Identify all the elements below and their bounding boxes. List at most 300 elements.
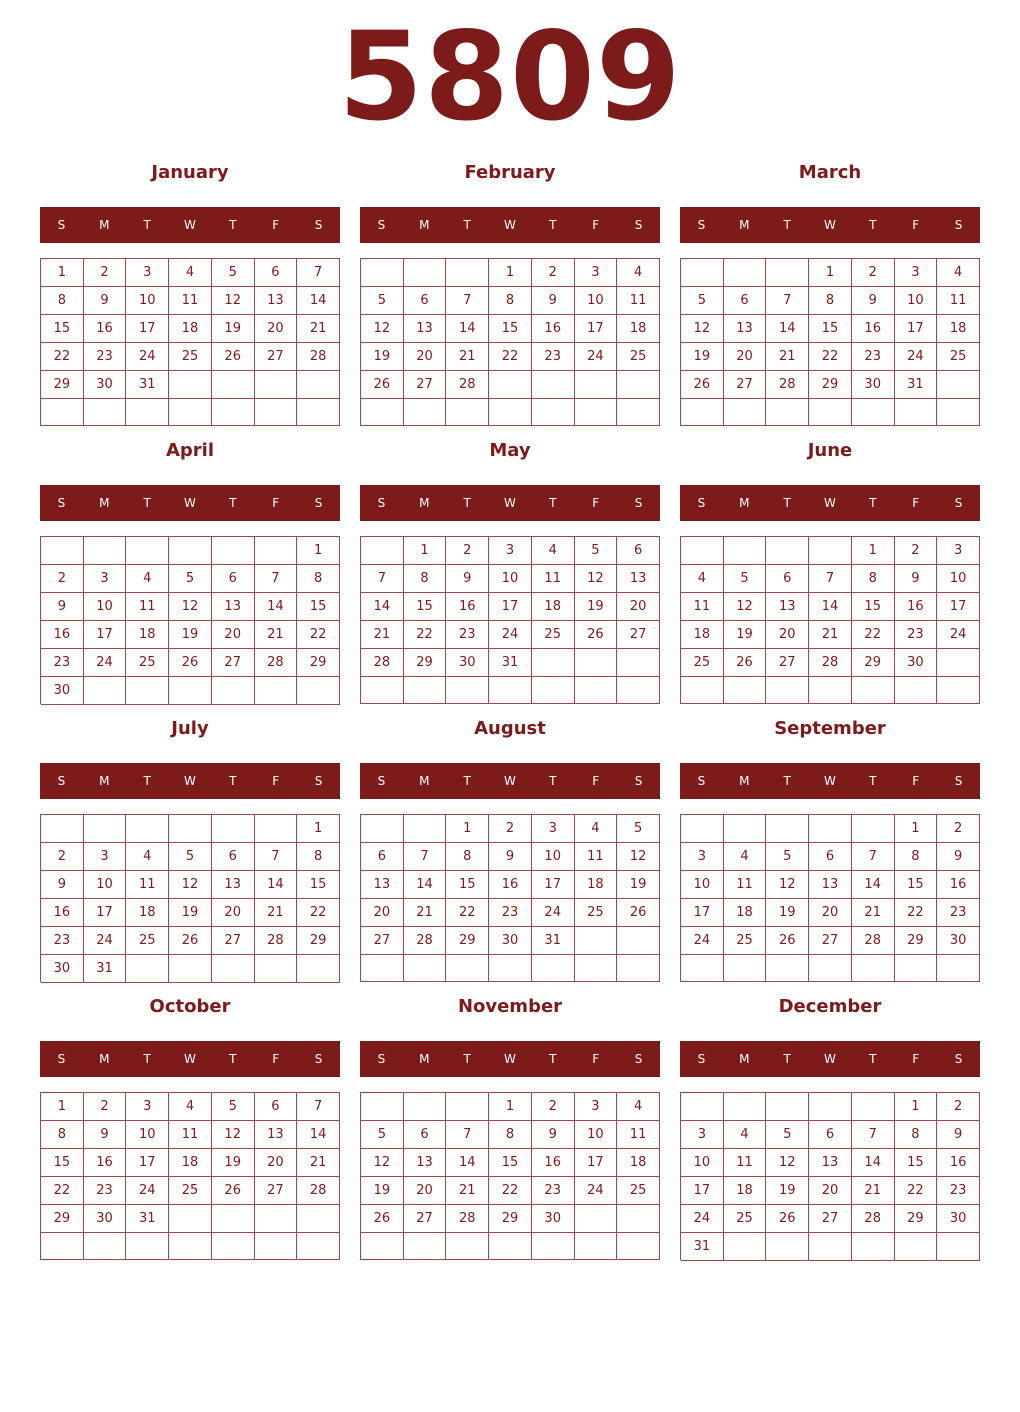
day-cell[interactable]: 7 [404, 843, 447, 871]
day-cell[interactable]: 8 [489, 287, 532, 315]
day-cell[interactable]: 23 [852, 343, 895, 371]
day-cell[interactable]: 20 [212, 899, 255, 927]
day-cell[interactable]: 28 [297, 1177, 340, 1205]
day-cell[interactable]: 17 [84, 621, 127, 649]
day-cell[interactable]: 21 [446, 343, 489, 371]
day-cell[interactable]: 14 [809, 593, 852, 621]
day-cell[interactable]: 27 [255, 1177, 298, 1205]
day-cell[interactable]: 18 [575, 871, 618, 899]
day-cell[interactable]: 23 [937, 1177, 980, 1205]
day-cell[interactable]: 5 [617, 815, 660, 843]
day-cell[interactable]: 11 [937, 287, 980, 315]
day-cell[interactable]: 17 [84, 899, 127, 927]
day-cell[interactable]: 30 [532, 1205, 575, 1233]
day-cell[interactable]: 10 [681, 871, 724, 899]
day-cell[interactable]: 19 [361, 343, 404, 371]
day-cell[interactable]: 20 [724, 343, 767, 371]
day-cell[interactable]: 13 [809, 871, 852, 899]
day-cell[interactable]: 4 [575, 815, 618, 843]
day-cell[interactable]: 13 [361, 871, 404, 899]
day-cell[interactable]: 1 [489, 1093, 532, 1121]
day-cell[interactable]: 21 [255, 899, 298, 927]
day-cell[interactable]: 24 [126, 1177, 169, 1205]
day-cell[interactable]: 31 [532, 927, 575, 955]
day-cell[interactable]: 9 [852, 287, 895, 315]
day-cell[interactable]: 24 [575, 1177, 618, 1205]
day-cell[interactable]: 9 [41, 593, 84, 621]
day-cell[interactable]: 12 [212, 1121, 255, 1149]
day-cell[interactable]: 10 [895, 287, 938, 315]
day-cell[interactable]: 30 [489, 927, 532, 955]
day-cell[interactable]: 27 [212, 927, 255, 955]
day-cell[interactable]: 5 [766, 1121, 809, 1149]
day-cell[interactable]: 1 [297, 815, 340, 843]
day-cell[interactable]: 27 [724, 371, 767, 399]
day-cell[interactable]: 29 [297, 927, 340, 955]
day-cell[interactable]: 12 [766, 1149, 809, 1177]
day-cell[interactable]: 8 [404, 565, 447, 593]
day-cell[interactable]: 16 [937, 1149, 980, 1177]
day-cell[interactable]: 12 [169, 593, 212, 621]
day-cell[interactable]: 15 [489, 1149, 532, 1177]
day-cell[interactable]: 27 [617, 621, 660, 649]
day-cell[interactable]: 16 [532, 315, 575, 343]
day-cell[interactable]: 2 [852, 259, 895, 287]
day-cell[interactable]: 19 [575, 593, 618, 621]
day-cell[interactable]: 23 [41, 649, 84, 677]
day-cell[interactable]: 18 [617, 315, 660, 343]
day-cell[interactable]: 21 [852, 1177, 895, 1205]
day-cell[interactable]: 19 [169, 621, 212, 649]
day-cell[interactable]: 16 [937, 871, 980, 899]
day-cell[interactable]: 9 [532, 1121, 575, 1149]
day-cell[interactable]: 20 [255, 1149, 298, 1177]
day-cell[interactable]: 8 [895, 843, 938, 871]
day-cell[interactable]: 11 [724, 871, 767, 899]
day-cell[interactable]: 12 [766, 871, 809, 899]
day-cell[interactable]: 14 [852, 1149, 895, 1177]
day-cell[interactable]: 5 [169, 565, 212, 593]
day-cell[interactable]: 22 [489, 1177, 532, 1205]
day-cell[interactable]: 7 [255, 565, 298, 593]
day-cell[interactable]: 5 [212, 1093, 255, 1121]
day-cell[interactable]: 11 [126, 871, 169, 899]
day-cell[interactable]: 18 [126, 899, 169, 927]
day-cell[interactable]: 8 [41, 287, 84, 315]
day-cell[interactable]: 1 [852, 537, 895, 565]
day-cell[interactable]: 20 [361, 899, 404, 927]
day-cell[interactable]: 6 [766, 565, 809, 593]
day-cell[interactable]: 31 [126, 1205, 169, 1233]
day-cell[interactable]: 16 [41, 621, 84, 649]
day-cell[interactable]: 2 [489, 815, 532, 843]
day-cell[interactable]: 19 [212, 315, 255, 343]
day-cell[interactable]: 6 [212, 843, 255, 871]
day-cell[interactable]: 7 [297, 1093, 340, 1121]
day-cell[interactable]: 28 [809, 649, 852, 677]
day-cell[interactable]: 7 [766, 287, 809, 315]
day-cell[interactable]: 16 [852, 315, 895, 343]
day-cell[interactable]: 8 [297, 843, 340, 871]
day-cell[interactable]: 18 [126, 621, 169, 649]
day-cell[interactable]: 24 [84, 927, 127, 955]
day-cell[interactable]: 4 [126, 565, 169, 593]
day-cell[interactable]: 19 [681, 343, 724, 371]
day-cell[interactable]: 13 [255, 287, 298, 315]
day-cell[interactable]: 8 [446, 843, 489, 871]
day-cell[interactable]: 19 [766, 899, 809, 927]
day-cell[interactable]: 2 [41, 843, 84, 871]
day-cell[interactable]: 26 [361, 1205, 404, 1233]
day-cell[interactable]: 28 [255, 927, 298, 955]
day-cell[interactable]: 10 [681, 1149, 724, 1177]
day-cell[interactable]: 28 [255, 649, 298, 677]
day-cell[interactable]: 5 [724, 565, 767, 593]
day-cell[interactable]: 25 [937, 343, 980, 371]
day-cell[interactable]: 14 [446, 315, 489, 343]
day-cell[interactable]: 1 [489, 259, 532, 287]
day-cell[interactable]: 2 [937, 815, 980, 843]
day-cell[interactable]: 2 [84, 259, 127, 287]
day-cell[interactable]: 12 [575, 565, 618, 593]
day-cell[interactable]: 16 [446, 593, 489, 621]
day-cell[interactable]: 4 [617, 1093, 660, 1121]
day-cell[interactable]: 28 [852, 927, 895, 955]
day-cell[interactable]: 13 [212, 593, 255, 621]
day-cell[interactable]: 6 [404, 287, 447, 315]
day-cell[interactable]: 23 [41, 927, 84, 955]
day-cell[interactable]: 12 [724, 593, 767, 621]
day-cell[interactable]: 26 [617, 899, 660, 927]
day-cell[interactable]: 24 [532, 899, 575, 927]
day-cell[interactable]: 28 [404, 927, 447, 955]
day-cell[interactable]: 8 [489, 1121, 532, 1149]
day-cell[interactable]: 9 [532, 287, 575, 315]
day-cell[interactable]: 19 [169, 899, 212, 927]
day-cell[interactable]: 19 [617, 871, 660, 899]
day-cell[interactable]: 14 [852, 871, 895, 899]
day-cell[interactable]: 10 [489, 565, 532, 593]
day-cell[interactable]: 4 [532, 537, 575, 565]
day-cell[interactable]: 16 [41, 899, 84, 927]
day-cell[interactable]: 1 [895, 1093, 938, 1121]
day-cell[interactable]: 21 [852, 899, 895, 927]
day-cell[interactable]: 15 [446, 871, 489, 899]
day-cell[interactable]: 16 [895, 593, 938, 621]
day-cell[interactable]: 15 [41, 1149, 84, 1177]
day-cell[interactable]: 14 [361, 593, 404, 621]
day-cell[interactable]: 15 [297, 871, 340, 899]
day-cell[interactable]: 20 [766, 621, 809, 649]
day-cell[interactable]: 31 [489, 649, 532, 677]
day-cell[interactable]: 13 [809, 1149, 852, 1177]
day-cell[interactable]: 21 [809, 621, 852, 649]
day-cell[interactable]: 27 [809, 927, 852, 955]
day-cell[interactable]: 13 [404, 1149, 447, 1177]
day-cell[interactable]: 24 [681, 1205, 724, 1233]
day-cell[interactable]: 26 [681, 371, 724, 399]
day-cell[interactable]: 9 [84, 1121, 127, 1149]
day-cell[interactable]: 24 [84, 649, 127, 677]
day-cell[interactable]: 21 [255, 621, 298, 649]
day-cell[interactable]: 27 [404, 371, 447, 399]
day-cell[interactable]: 19 [361, 1177, 404, 1205]
day-cell[interactable]: 31 [681, 1233, 724, 1261]
day-cell[interactable]: 18 [169, 315, 212, 343]
day-cell[interactable]: 31 [895, 371, 938, 399]
day-cell[interactable]: 13 [404, 315, 447, 343]
day-cell[interactable]: 28 [766, 371, 809, 399]
day-cell[interactable]: 11 [169, 1121, 212, 1149]
day-cell[interactable]: 7 [446, 287, 489, 315]
day-cell[interactable]: 17 [937, 593, 980, 621]
day-cell[interactable]: 11 [617, 1121, 660, 1149]
day-cell[interactable]: 9 [895, 565, 938, 593]
day-cell[interactable]: 19 [212, 1149, 255, 1177]
day-cell[interactable]: 7 [446, 1121, 489, 1149]
day-cell[interactable]: 6 [724, 287, 767, 315]
day-cell[interactable]: 1 [404, 537, 447, 565]
day-cell[interactable]: 13 [255, 1121, 298, 1149]
day-cell[interactable]: 30 [446, 649, 489, 677]
day-cell[interactable]: 7 [255, 843, 298, 871]
day-cell[interactable]: 27 [809, 1205, 852, 1233]
day-cell[interactable]: 28 [297, 343, 340, 371]
day-cell[interactable]: 17 [681, 1177, 724, 1205]
day-cell[interactable]: 14 [446, 1149, 489, 1177]
day-cell[interactable]: 2 [84, 1093, 127, 1121]
day-cell[interactable]: 8 [895, 1121, 938, 1149]
day-cell[interactable]: 17 [681, 899, 724, 927]
day-cell[interactable]: 6 [809, 843, 852, 871]
day-cell[interactable]: 25 [575, 899, 618, 927]
day-cell[interactable]: 29 [41, 371, 84, 399]
day-cell[interactable]: 15 [297, 593, 340, 621]
day-cell[interactable]: 8 [41, 1121, 84, 1149]
day-cell[interactable]: 5 [361, 1121, 404, 1149]
day-cell[interactable]: 19 [766, 1177, 809, 1205]
day-cell[interactable]: 27 [212, 649, 255, 677]
day-cell[interactable]: 2 [532, 1093, 575, 1121]
day-cell[interactable]: 9 [937, 1121, 980, 1149]
day-cell[interactable]: 3 [937, 537, 980, 565]
day-cell[interactable]: 1 [41, 259, 84, 287]
day-cell[interactable]: 23 [446, 621, 489, 649]
day-cell[interactable]: 6 [404, 1121, 447, 1149]
day-cell[interactable]: 23 [84, 1177, 127, 1205]
day-cell[interactable]: 10 [84, 593, 127, 621]
day-cell[interactable]: 10 [126, 287, 169, 315]
day-cell[interactable]: 30 [937, 1205, 980, 1233]
day-cell[interactable]: 18 [937, 315, 980, 343]
day-cell[interactable]: 20 [404, 1177, 447, 1205]
day-cell[interactable]: 5 [681, 287, 724, 315]
day-cell[interactable]: 3 [84, 565, 127, 593]
day-cell[interactable]: 29 [852, 649, 895, 677]
day-cell[interactable]: 6 [255, 1093, 298, 1121]
day-cell[interactable]: 8 [809, 287, 852, 315]
day-cell[interactable]: 22 [489, 343, 532, 371]
day-cell[interactable]: 23 [532, 343, 575, 371]
day-cell[interactable]: 10 [84, 871, 127, 899]
day-cell[interactable]: 16 [532, 1149, 575, 1177]
day-cell[interactable]: 4 [617, 259, 660, 287]
day-cell[interactable]: 2 [41, 565, 84, 593]
day-cell[interactable]: 31 [84, 955, 127, 983]
day-cell[interactable]: 22 [895, 899, 938, 927]
day-cell[interactable]: 24 [681, 927, 724, 955]
day-cell[interactable]: 14 [297, 287, 340, 315]
day-cell[interactable]: 17 [895, 315, 938, 343]
day-cell[interactable]: 13 [617, 565, 660, 593]
day-cell[interactable]: 26 [766, 1205, 809, 1233]
day-cell[interactable]: 6 [617, 537, 660, 565]
day-cell[interactable]: 15 [404, 593, 447, 621]
day-cell[interactable]: 26 [212, 343, 255, 371]
day-cell[interactable]: 7 [809, 565, 852, 593]
day-cell[interactable]: 23 [532, 1177, 575, 1205]
day-cell[interactable]: 12 [169, 871, 212, 899]
day-cell[interactable]: 9 [84, 287, 127, 315]
day-cell[interactable]: 26 [575, 621, 618, 649]
day-cell[interactable]: 18 [532, 593, 575, 621]
day-cell[interactable]: 20 [809, 1177, 852, 1205]
day-cell[interactable]: 6 [255, 259, 298, 287]
day-cell[interactable]: 1 [41, 1093, 84, 1121]
day-cell[interactable]: 1 [809, 259, 852, 287]
day-cell[interactable]: 18 [681, 621, 724, 649]
day-cell[interactable]: 10 [937, 565, 980, 593]
day-cell[interactable]: 22 [404, 621, 447, 649]
day-cell[interactable]: 20 [617, 593, 660, 621]
day-cell[interactable]: 11 [617, 287, 660, 315]
day-cell[interactable]: 30 [895, 649, 938, 677]
day-cell[interactable]: 7 [852, 1121, 895, 1149]
day-cell[interactable]: 7 [361, 565, 404, 593]
day-cell[interactable]: 24 [126, 343, 169, 371]
day-cell[interactable]: 21 [766, 343, 809, 371]
day-cell[interactable]: 12 [361, 315, 404, 343]
day-cell[interactable]: 17 [532, 871, 575, 899]
day-cell[interactable]: 9 [446, 565, 489, 593]
day-cell[interactable]: 25 [681, 649, 724, 677]
day-cell[interactable]: 25 [169, 1177, 212, 1205]
day-cell[interactable]: 13 [212, 871, 255, 899]
day-cell[interactable]: 29 [895, 1205, 938, 1233]
day-cell[interactable]: 21 [297, 1149, 340, 1177]
day-cell[interactable]: 14 [255, 871, 298, 899]
day-cell[interactable]: 1 [297, 537, 340, 565]
day-cell[interactable]: 30 [41, 677, 84, 705]
day-cell[interactable]: 21 [404, 899, 447, 927]
day-cell[interactable]: 15 [895, 871, 938, 899]
day-cell[interactable]: 2 [446, 537, 489, 565]
day-cell[interactable]: 2 [937, 1093, 980, 1121]
day-cell[interactable]: 14 [766, 315, 809, 343]
day-cell[interactable]: 4 [126, 843, 169, 871]
day-cell[interactable]: 5 [575, 537, 618, 565]
day-cell[interactable]: 16 [489, 871, 532, 899]
day-cell[interactable]: 24 [575, 343, 618, 371]
day-cell[interactable]: 15 [852, 593, 895, 621]
day-cell[interactable]: 25 [169, 343, 212, 371]
day-cell[interactable]: 6 [809, 1121, 852, 1149]
day-cell[interactable]: 20 [212, 621, 255, 649]
day-cell[interactable]: 22 [297, 899, 340, 927]
day-cell[interactable]: 2 [895, 537, 938, 565]
day-cell[interactable]: 9 [489, 843, 532, 871]
day-cell[interactable]: 5 [766, 843, 809, 871]
day-cell[interactable]: 18 [724, 1177, 767, 1205]
day-cell[interactable]: 27 [361, 927, 404, 955]
day-cell[interactable]: 19 [724, 621, 767, 649]
day-cell[interactable]: 22 [895, 1177, 938, 1205]
day-cell[interactable]: 13 [724, 315, 767, 343]
day-cell[interactable]: 20 [404, 343, 447, 371]
day-cell[interactable]: 27 [766, 649, 809, 677]
day-cell[interactable]: 11 [532, 565, 575, 593]
day-cell[interactable]: 25 [724, 1205, 767, 1233]
day-cell[interactable]: 26 [766, 927, 809, 955]
day-cell[interactable]: 14 [297, 1121, 340, 1149]
day-cell[interactable]: 3 [681, 843, 724, 871]
day-cell[interactable]: 12 [212, 287, 255, 315]
day-cell[interactable]: 3 [575, 259, 618, 287]
day-cell[interactable]: 22 [852, 621, 895, 649]
day-cell[interactable]: 13 [766, 593, 809, 621]
day-cell[interactable]: 5 [361, 287, 404, 315]
day-cell[interactable]: 24 [489, 621, 532, 649]
day-cell[interactable]: 12 [617, 843, 660, 871]
day-cell[interactable]: 15 [41, 315, 84, 343]
day-cell[interactable]: 15 [895, 1149, 938, 1177]
day-cell[interactable]: 26 [361, 371, 404, 399]
day-cell[interactable]: 10 [126, 1121, 169, 1149]
day-cell[interactable]: 7 [297, 259, 340, 287]
day-cell[interactable]: 15 [809, 315, 852, 343]
day-cell[interactable]: 3 [126, 1093, 169, 1121]
day-cell[interactable]: 11 [169, 287, 212, 315]
day-cell[interactable]: 8 [297, 565, 340, 593]
day-cell[interactable]: 18 [724, 899, 767, 927]
day-cell[interactable]: 3 [681, 1121, 724, 1149]
day-cell[interactable]: 24 [895, 343, 938, 371]
day-cell[interactable]: 25 [617, 1177, 660, 1205]
day-cell[interactable]: 25 [126, 649, 169, 677]
day-cell[interactable]: 5 [212, 259, 255, 287]
day-cell[interactable]: 23 [489, 899, 532, 927]
day-cell[interactable]: 26 [212, 1177, 255, 1205]
day-cell[interactable]: 14 [255, 593, 298, 621]
day-cell[interactable]: 12 [361, 1149, 404, 1177]
day-cell[interactable]: 31 [126, 371, 169, 399]
day-cell[interactable]: 6 [361, 843, 404, 871]
day-cell[interactable]: 30 [852, 371, 895, 399]
day-cell[interactable]: 23 [84, 343, 127, 371]
day-cell[interactable]: 3 [575, 1093, 618, 1121]
day-cell[interactable]: 29 [895, 927, 938, 955]
day-cell[interactable]: 2 [532, 259, 575, 287]
day-cell[interactable]: 17 [126, 315, 169, 343]
day-cell[interactable]: 21 [446, 1177, 489, 1205]
day-cell[interactable]: 21 [297, 315, 340, 343]
day-cell[interactable]: 22 [446, 899, 489, 927]
day-cell[interactable]: 22 [41, 1177, 84, 1205]
day-cell[interactable]: 4 [681, 565, 724, 593]
day-cell[interactable]: 29 [809, 371, 852, 399]
day-cell[interactable]: 7 [852, 843, 895, 871]
day-cell[interactable]: 28 [446, 1205, 489, 1233]
